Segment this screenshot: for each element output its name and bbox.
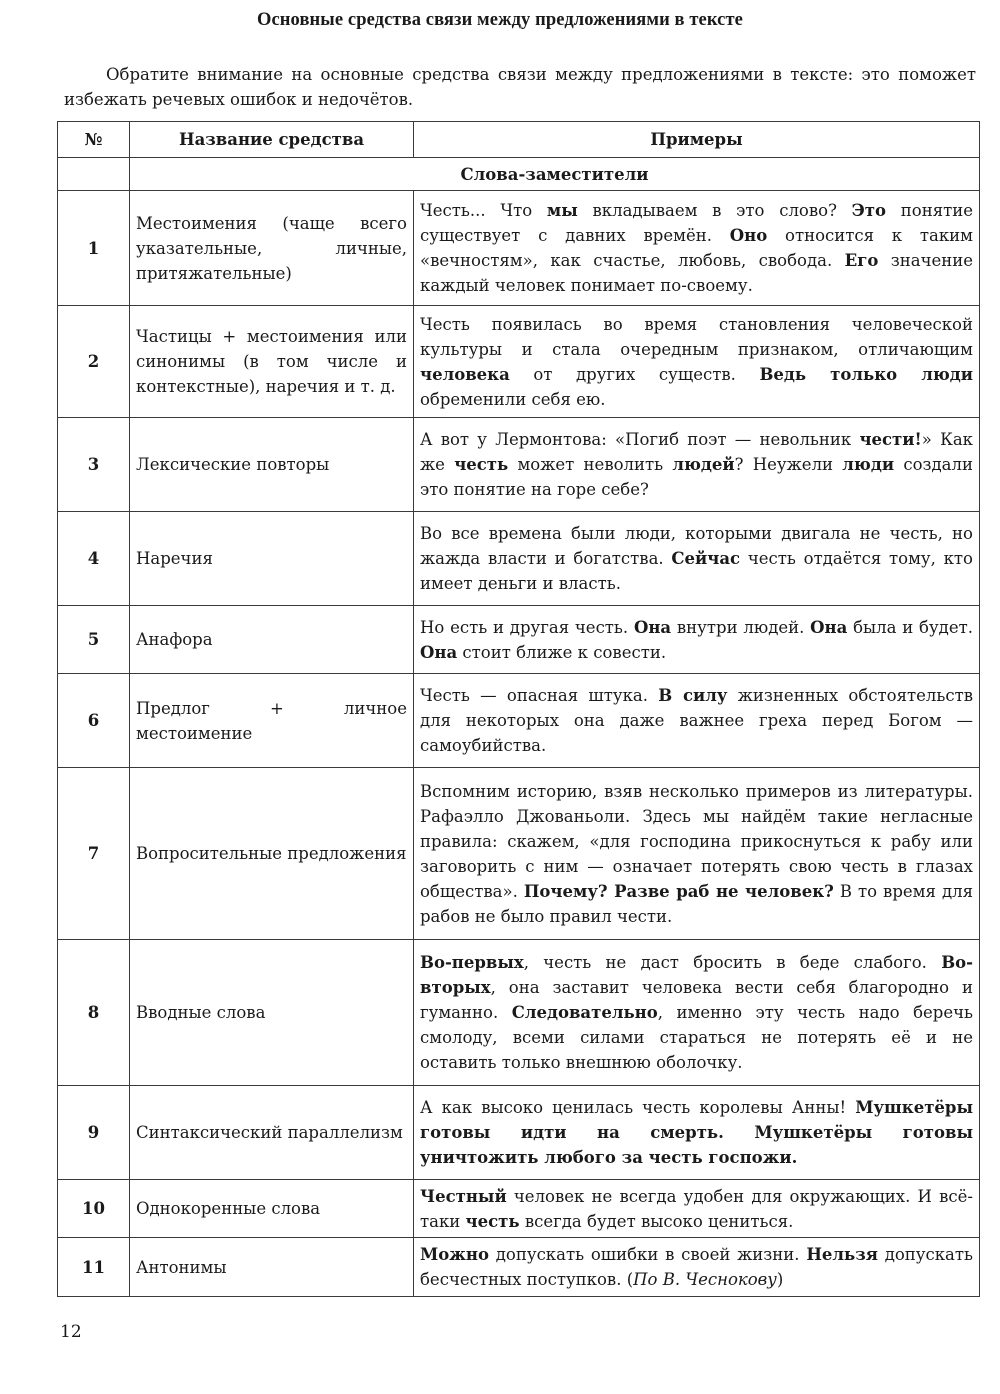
example-bold-fragment: Почему? Разве раб не человек? (523, 881, 834, 901)
table-row (58, 606, 980, 674)
row-number: 7 (58, 768, 130, 940)
example-fragment: стоит ближе к совести. (457, 642, 667, 662)
example-bold-fragment: люди (842, 455, 895, 474)
example-fragment: была и будет. (847, 617, 973, 637)
row-number: 5 (58, 606, 130, 674)
example-text (414, 940, 980, 1086)
row-number: 10 (58, 1180, 130, 1238)
example-bold-fragment: Она (633, 617, 672, 637)
example-bold-fragment: Ведь только люди (759, 364, 973, 384)
example-text (414, 512, 980, 606)
example-text (414, 674, 980, 768)
example-fragment: Честь появилась во время становления человеческой культуры и стала очередным признаком, отличающим (420, 314, 973, 359)
example-bold-fragment: В силу (658, 686, 728, 705)
example-bold-fragment: Это (851, 201, 887, 220)
means-name: Местоимения (чаще всего указательные, личные, притяжательные) (130, 191, 414, 306)
example-fragment: ? Неужели (734, 455, 843, 474)
example-fragment: значение каждый человек понимает по-своему. (420, 251, 974, 295)
example-fragment: от других существ. (509, 364, 760, 384)
section-title: Слова-заместители (130, 158, 980, 191)
example-bold-fragment: Можно (420, 1245, 490, 1264)
example-text (414, 1086, 980, 1180)
example-text (414, 606, 980, 674)
example-fragment: , она заставит человека вести себя благородно и гуманно. (420, 978, 973, 1022)
means-name: Лексические повторы (130, 418, 414, 512)
example-fragment: Вспомним историю, взяв несколько примеров из литературы. Рафаэлло Джованьоли. Здесь мы найдём такие негласные правила: скажем, «для господина прикоснуться к рабу или заговорить с ним — означает потерять свою честь в глазах общества». (420, 781, 973, 901)
example-bold-fragment: Честный (420, 1186, 507, 1206)
example-italic-fragment: По В. Чеснокову (633, 1270, 777, 1289)
table-row (58, 418, 980, 512)
means-name: Вопросительные предложения (130, 768, 414, 940)
means-name: Наречия (130, 512, 414, 606)
example-fragment: обременили себя ею. (420, 389, 606, 409)
means-name: Однокоренные слова (130, 1180, 414, 1238)
example-fragment: Честь... Что (420, 201, 547, 220)
example-bold-fragment: Оно (729, 226, 768, 245)
example-fragment: жизненных обстоятельств для некоторых она даже важнее греха перед Богом — самоубийства. (420, 686, 973, 755)
example-fragment: допускать ошибки в своей жизни. (489, 1245, 807, 1264)
example-bold-fragment: Следовательно (511, 1003, 658, 1022)
example-bold-fragment: Мушкетёры готовы идти на смерть. Мушкетёры готовы уничтожить любого за честь госпожи. (420, 1098, 973, 1167)
row-number: 2 (58, 306, 130, 418)
example-bold-fragment: человека (420, 364, 510, 384)
example-fragment: А вот у Лермонтова: «Погиб поэт — невольник (420, 430, 860, 449)
row-number: 1 (58, 191, 130, 306)
means-name: Частицы + местоимения или синонимы (в том числе и контекстные), наречия и т. д. (130, 306, 414, 418)
example-bold-fragment: людей (672, 455, 735, 474)
example-fragment: всегда будет высоко цениться. (519, 1211, 794, 1231)
table-row (58, 768, 980, 940)
example-fragment: человек не всегда удобен для окружающих. И всё-таки (420, 1186, 973, 1231)
table-row (58, 1086, 980, 1180)
means-name: Синтаксический параллелизм (130, 1086, 414, 1180)
example-bold-fragment: Нельзя (806, 1245, 878, 1264)
example-bold-fragment: Она (810, 617, 848, 637)
header-num: № (58, 122, 130, 158)
row-number: 11 (58, 1238, 130, 1297)
example-bold-fragment: Она (420, 642, 458, 662)
table-row (58, 191, 980, 306)
example-text (414, 418, 980, 512)
table-row (58, 940, 980, 1086)
example-text (414, 1180, 980, 1238)
table-row (58, 1180, 980, 1238)
example-bold-fragment: Во-первых (420, 953, 524, 972)
header-name: Название средства (130, 122, 414, 158)
example-fragment: ) (776, 1270, 784, 1289)
table-row (58, 1238, 980, 1297)
means-name: Антонимы (130, 1238, 414, 1297)
example-fragment: Но есть и другая честь. (420, 617, 634, 637)
example-bold-fragment: честь (454, 455, 509, 474)
example-bold-fragment: чести! (859, 430, 922, 449)
example-fragment: может неволить (508, 455, 673, 474)
example-fragment: А как высоко ценилась честь королевы Анны! (420, 1098, 856, 1117)
row-number: 4 (58, 512, 130, 606)
means-name: Анафора (130, 606, 414, 674)
table-row (58, 512, 980, 606)
table-header-row (58, 122, 980, 158)
table-row (58, 306, 980, 418)
example-fragment: понятие существует с давних времён. (420, 201, 973, 245)
row-number: 6 (58, 674, 130, 768)
example-bold-fragment: Его (844, 251, 879, 270)
section-empty-cell (58, 158, 130, 191)
example-fragment: , честь не даст бросить в беде слабого. (523, 953, 942, 972)
example-fragment: создали это понятие на горе себе? (420, 455, 973, 499)
example-text (414, 768, 980, 940)
row-number: 9 (58, 1086, 130, 1180)
example-text (414, 191, 980, 306)
example-fragment: Во все времена были люди, которыми двигала не честь, но жажда власти и богатства. (420, 524, 973, 568)
example-fragment: относится к таким «вечностям», как счастье, любовь, свобода. (420, 226, 974, 270)
example-fragment: вкладываем в это слово? (577, 201, 852, 220)
example-bold-fragment: Во-вторых (420, 953, 973, 997)
example-text (414, 1238, 980, 1297)
example-fragment: честь отдаётся тому, кто имеет деньги и власть. (420, 549, 973, 593)
example-fragment: » Как же (420, 430, 973, 474)
table-row (58, 674, 980, 768)
page-title: Основные средства связи между предложениями в тексте (257, 10, 743, 30)
example-fragment: Честь — опасная штука. (420, 686, 659, 705)
header-examples: Примеры (414, 122, 980, 158)
example-text (414, 306, 980, 418)
example-fragment: В то время для рабов не было правил чести. (420, 881, 973, 926)
example-bold-fragment: честь (465, 1211, 520, 1231)
means-name: Предлог + личное местоимение (130, 674, 414, 768)
row-number: 3 (58, 418, 130, 512)
section-row (58, 158, 980, 191)
page-number: 12 (60, 1322, 82, 1342)
example-bold-fragment: Сейчас (671, 549, 741, 568)
intro-paragraph: Обратите внимание на основные средства связи между предложениями в тексте: это поможет избежать речевых ошибок и недочётов. (64, 65, 976, 109)
table-body (58, 158, 980, 1297)
means-name: Вводные слова (130, 940, 414, 1086)
means-table (57, 121, 980, 1297)
example-fragment: внутри людей. (671, 617, 811, 637)
example-fragment: , именно эту честь надо беречь смолоду, всеми силами стараться не потерять её и не оставить только внешнюю оболочку. (420, 1003, 973, 1072)
row-number: 8 (58, 940, 130, 1086)
example-fragment: допускать бесчестных поступков. ( (420, 1245, 974, 1289)
example-bold-fragment: мы (546, 201, 578, 220)
